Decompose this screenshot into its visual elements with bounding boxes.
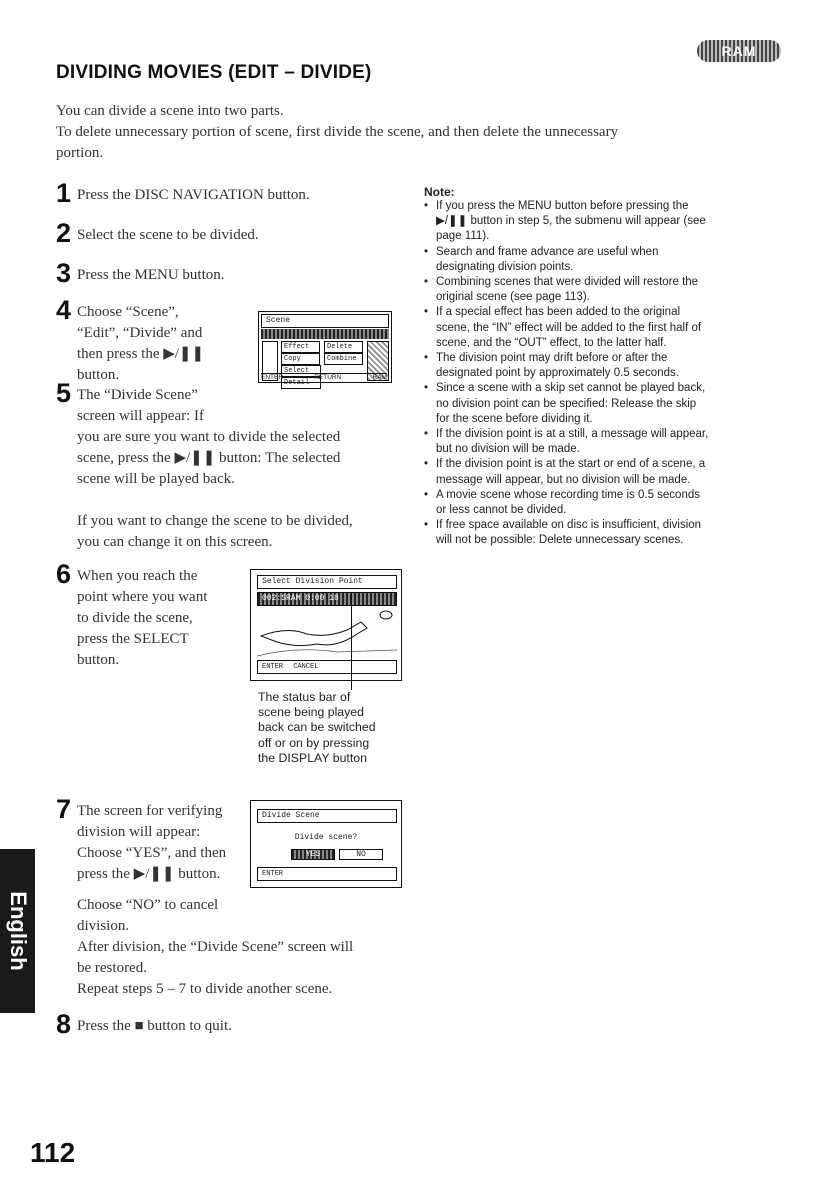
confirm-divide-screen — [250, 800, 402, 888]
note-item — [424, 305, 824, 351]
note-item — [424, 457, 824, 487]
step-4-text — [77, 302, 204, 386]
division-screen-footer — [257, 660, 397, 674]
note-line: for the scene before dividing it. — [436, 412, 593, 425]
intro-line-3: portion. — [56, 145, 104, 161]
step-6-line: button. — [77, 652, 120, 668]
confirm-options — [291, 849, 383, 860]
step-number-3: 3 — [56, 258, 72, 288]
step-5-text-c — [77, 511, 353, 553]
menu-footer-enter: ENTER — [261, 374, 284, 381]
step-text-3: Press the MENU button. — [77, 267, 225, 283]
note-item — [424, 488, 824, 518]
language-side-tab — [0, 849, 35, 1013]
step-7-extra-line: division. — [77, 918, 130, 934]
menu-item-delete: Delete — [324, 341, 363, 353]
caption-line: scene being played — [258, 705, 364, 720]
step-number-5: 5 — [56, 378, 72, 408]
ram-disc-badge: RAM — [697, 40, 781, 62]
step-4-line: then press the ▶/❚❚ — [77, 346, 205, 362]
step-4-line: “Edit”, “Divide” and — [77, 325, 203, 341]
division-status-bar: 002:SRAM 0:00 18 — [257, 592, 397, 606]
menu-item-detail: Detail — [281, 377, 321, 389]
step-7-extra-line: After division, the “Divide Scene” screen will — [77, 939, 354, 955]
note-line: page 111). — [436, 230, 490, 243]
confirm-question: Divide scene? — [294, 833, 358, 842]
note-line: no division point can be specified: Release the skip — [436, 397, 697, 410]
step-6-line: When you reach the — [77, 568, 198, 584]
step-7-extra-line: Choose “NO” to cancel — [77, 897, 219, 913]
step-4-line: Choose “Scene”, — [77, 304, 179, 320]
note-item — [424, 245, 824, 275]
note-line: will not be possible: Delete unnecessary scenes. — [436, 534, 684, 547]
page-number: 112 — [30, 1137, 76, 1168]
note-line: • If the division point is at the start or end of a scene, a — [436, 458, 706, 471]
note-item — [424, 381, 824, 427]
intro-line-2: To delete unnecessary portion of scene, first divide the scene, and then delete the unnecessary — [56, 124, 619, 140]
caption-line: The status bar of — [258, 690, 351, 704]
menu-title: Scene — [261, 314, 389, 328]
note-item — [424, 518, 824, 548]
note-line: original scene (see page 113). — [436, 291, 590, 304]
step-text-1: Press the DISC NAVIGATION button. — [77, 187, 310, 203]
step-7-line: division will appear: — [77, 824, 201, 840]
step-number-2: 2 — [56, 218, 72, 248]
note-line: • The division point may drift before or after the — [436, 352, 668, 365]
division-footer-cancel: CANCEL — [293, 663, 319, 671]
dog-scene-illustration — [257, 608, 397, 658]
step-text-8: Press the ■ button to quit. — [77, 1018, 232, 1034]
menu-item-combine: Combine — [324, 353, 363, 365]
step-number-6: 6 — [56, 559, 72, 589]
step-number-1: 1 — [56, 178, 72, 208]
note-line: designated point by approximately 0.5 seconds. — [436, 367, 679, 380]
note-line: message will appear, but no division will be made. — [436, 473, 691, 486]
confirm-footer: ENTER — [257, 867, 397, 881]
caption-line: off or on by pressing — [258, 735, 370, 750]
callout-line — [351, 594, 352, 690]
step-7-line: press the ▶/❚❚ button. — [77, 866, 221, 882]
note-section — [424, 185, 824, 549]
menu-footer-ram: RAM — [372, 374, 387, 381]
note-line: or less cannot be divided. — [436, 504, 567, 517]
caption-line: the DISPLAY button — [258, 750, 367, 765]
step-6-text — [77, 566, 207, 671]
note-line: • If you press the MENU button before pressing the — [436, 200, 689, 212]
step-text-2: Select the scene to be divided. — [77, 227, 259, 243]
step-6-line: point where you want — [77, 589, 208, 605]
note-line: scene, and the “OUT” effect, to the latter half. — [436, 336, 667, 349]
note-line: • If the division point is at a still, a message will appear, — [436, 428, 709, 441]
confirm-yes-option: YES — [291, 849, 335, 860]
step-5-line: you are sure you want to divide the selected — [77, 429, 341, 445]
step-7-line: Choose “YES”, and then — [77, 845, 227, 861]
note-item — [424, 351, 824, 381]
step-number-4: 4 — [56, 295, 72, 325]
status-bar-caption — [258, 690, 376, 766]
step-5-line: screen will appear: If — [77, 408, 205, 424]
step-5-text-b — [77, 427, 340, 490]
confirm-screen-title: Divide Scene — [257, 809, 397, 823]
confirm-no-option: NO — [339, 849, 383, 860]
note-item — [424, 427, 824, 457]
step-7-text-b — [77, 895, 353, 1000]
note-line: but no division will be made. — [436, 443, 580, 456]
step-number-7: 7 — [56, 794, 72, 824]
menu-footer-return: RETURN — [314, 374, 342, 381]
step-5-line: scene will be played back. — [77, 471, 235, 487]
step-7-text-a — [77, 801, 226, 885]
note-line: • Combining scenes that were divided will restore the — [436, 276, 699, 289]
note-line: ▶/❚❚ button in step 5, the submenu will appear (see — [436, 215, 706, 228]
division-screen-title: Select Division Point — [257, 575, 397, 589]
step-5-line: The “Divide Scene” — [77, 387, 198, 403]
menu-item-select: Select — [281, 365, 321, 377]
menu-tab-band — [261, 329, 389, 339]
menu-footer — [261, 373, 387, 381]
note-item — [424, 199, 824, 245]
division-footer-enter: ENTER — [262, 663, 284, 671]
caption-line: back can be switched — [258, 720, 376, 735]
page-title: DIVIDING MOVIES (EDIT – DIVIDE) — [56, 62, 372, 83]
step-7-extra-line: be restored. — [77, 960, 147, 976]
intro-line-1: You can divide a scene into two parts. — [56, 103, 284, 119]
division-point-screen — [250, 569, 402, 681]
step-5-extra-line: If you want to change the scene to be divided, — [77, 513, 353, 529]
note-line: • A movie scene whose recording time is 0.5 seconds — [436, 488, 700, 501]
note-line: • Search and frame advance are useful when — [436, 245, 659, 258]
step-number-8: 8 — [56, 1009, 72, 1039]
step-5-extra-line: you can change it on this screen. — [77, 534, 273, 550]
step-6-line: to divide the scene, — [77, 610, 193, 626]
menu-item-copy: Copy — [281, 353, 320, 365]
disc-icon — [379, 608, 393, 620]
step-6-line: press the SELECT — [77, 631, 189, 647]
scene-menu-screen — [258, 311, 392, 387]
note-line: designating division points. — [436, 260, 574, 273]
note-line: • If a special effect has been added to the original — [436, 306, 681, 319]
note-line: • Since a scene with a skip set cannot be played back, — [436, 382, 706, 395]
step-4-line: button. — [77, 367, 120, 383]
step-5-line: scene, press the ▶/❚❚ button: The selected — [77, 450, 341, 466]
step-5-text-a — [77, 385, 204, 427]
menu-items — [281, 341, 363, 389]
note-item — [424, 275, 824, 305]
step-7-extra-line: Repeat steps 5 – 7 to divide another scene. — [77, 981, 333, 997]
menu-item-effect: Effect — [281, 341, 320, 353]
step-7-line: The screen for verifying — [77, 803, 223, 819]
language-label: English — [5, 891, 31, 971]
note-title: Note: — [424, 185, 455, 199]
note-line: scene, the “IN” effect will be added to the first half of — [436, 321, 702, 334]
note-line: • If free space available on disc is insufficient, division — [436, 519, 702, 532]
